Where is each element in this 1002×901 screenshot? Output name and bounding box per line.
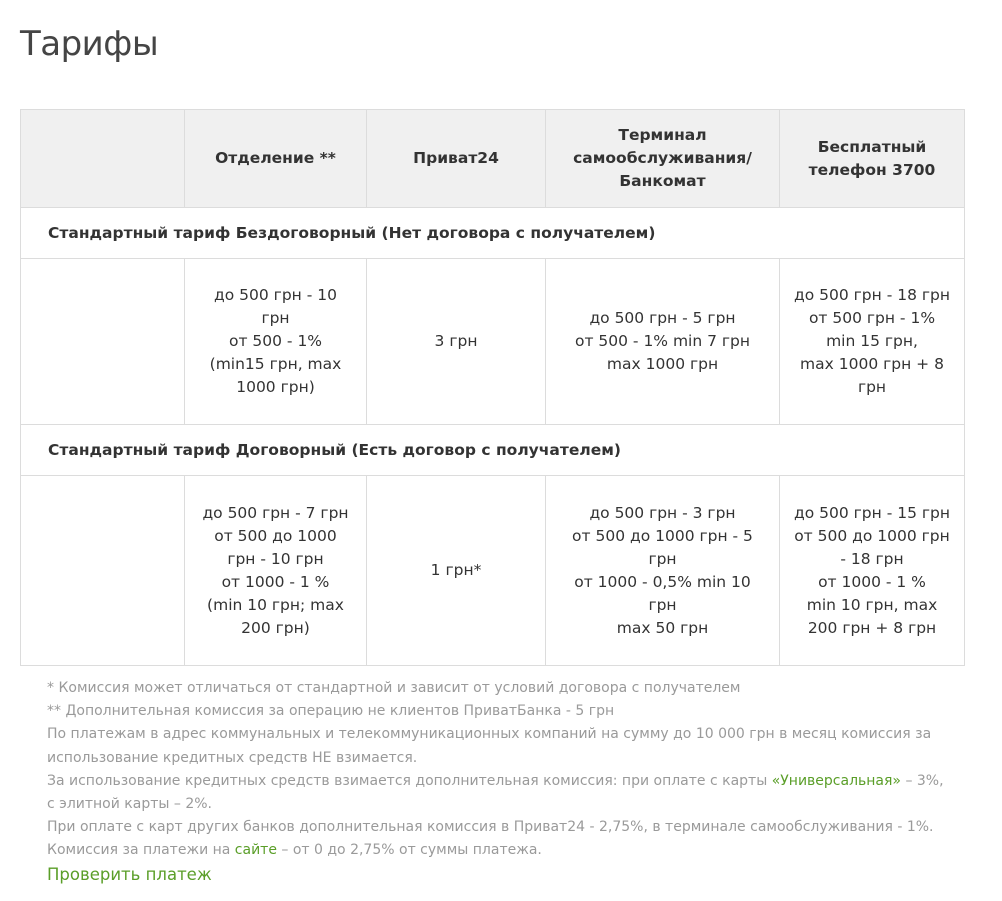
cell-line: до 500 грн - 15 грн — [794, 503, 950, 522]
cell-line: min 10 грн, max 200 грн + 8 грн — [806, 595, 938, 637]
table-cell-branch — [185, 259, 367, 425]
footnote-other-banks: При оплате с карт других банков дополнительная комиссия в Приват24 - 2,75%, в терминале самообслуживания - 1%. — [47, 819, 934, 836]
table-row — [21, 259, 965, 425]
cell-line: max 1000 грн — [606, 355, 719, 373]
cell-line: max 50 грн — [616, 618, 709, 637]
cell-line: до 500 грн - 7 грн — [202, 503, 349, 522]
cell-line: от 500 грн - 1% min 15 грн, — [808, 309, 936, 350]
footnote-utilities: По платежам в адрес коммунальных и телекоммуникационных компаний на сумму до 10 000 грн в месяц комиссия за использование кредитных средств НЕ взимается. — [47, 726, 932, 766]
footnote-commission-note: * Комиссия может отличаться от стандартной и зависит от условий договора с получателем — [47, 680, 741, 696]
table-cell-phone — [780, 476, 965, 666]
table-cell-terminal — [546, 259, 780, 425]
universal-card-link[interactable]: «Универсальная» — [771, 772, 901, 789]
footnote-non-client-fee: ** Дополнительная комиссия за операцию не клиентов ПриватБанка - 5 грн — [47, 703, 615, 720]
cell-line: (min15 грн, max 1000 грн) — [209, 355, 342, 396]
site-link[interactable]: сайте — [234, 842, 277, 859]
table-row — [21, 476, 965, 666]
cell-line: 1 грн* — [430, 561, 482, 579]
cell-line: до 500 грн - 3 грн — [589, 503, 736, 522]
header-terminal: Терминал самообслуживания/ Банкомат — [546, 110, 780, 208]
cell-line: от 500 до 1000 грн - 5 грн — [572, 526, 753, 568]
check-payment-link[interactable]: Проверить платеж — [47, 864, 212, 884]
table-cell-terminal — [546, 476, 780, 666]
table-cell-branch — [185, 476, 367, 666]
cell-line: от 500 - 1% min 7 грн — [574, 332, 751, 350]
header-empty — [21, 110, 185, 208]
footnote-text: За использование кредитных средств взимается дополнительная комиссия: при оплате с карты — [47, 772, 772, 789]
cell-line: от 500 до 1000 грн - 18 грн — [794, 526, 950, 568]
cell-line: от 1000 - 0,5% min 10 грн — [574, 572, 751, 614]
cell-line: от 1000 - 1 % — [221, 572, 330, 591]
cell-line: от 500 до 1000 грн - 10 грн — [214, 526, 337, 568]
footnote-text: – 3%, с элитной карты – 2%. — [47, 772, 944, 813]
footnote-text: Комиссия за платежи на — [47, 842, 235, 859]
cell-line: до 500 грн - 18 грн — [794, 286, 950, 304]
tariff-table — [20, 109, 965, 666]
section-row — [21, 425, 965, 476]
cell-line: до 500 грн - 10 грн — [214, 286, 337, 327]
table-cell-privat24 — [367, 259, 546, 425]
cell-line: 3 грн — [434, 332, 478, 350]
table-header-row — [21, 110, 965, 208]
table-cell-empty — [21, 476, 185, 666]
section-title-contract: Стандартный тариф Договорный (Есть договор с получателем) — [21, 425, 965, 476]
header-branch: Отделение ** — [185, 110, 367, 208]
footnote-text: – от 0 до 2,75% от суммы платежа. — [276, 842, 542, 859]
footnotes — [47, 677, 947, 888]
page-title: Тарифы — [20, 24, 159, 64]
table-cell-privat24 — [367, 476, 546, 666]
table-cell-empty — [21, 259, 185, 425]
cell-line: (min 10 грн; max 200 грн) — [207, 595, 344, 637]
table-cell-phone — [780, 259, 965, 425]
header-privat24: Приват24 — [367, 110, 546, 208]
header-phone: Бесплатный телефон 3700 — [780, 110, 965, 208]
section-row — [21, 208, 965, 259]
cell-line: от 1000 - 1 % — [818, 572, 926, 591]
footnote-site-commission — [47, 839, 947, 862]
cell-line: до 500 грн - 5 грн — [589, 309, 736, 327]
section-title-no-contract: Стандартный тариф Бездоговорный (Нет договора с получателем) — [21, 208, 965, 259]
cell-line: от 500 - 1% — [228, 332, 323, 350]
cell-line: max 1000 грн + 8 грн — [800, 355, 944, 396]
footnote-credit-commission — [47, 770, 947, 816]
